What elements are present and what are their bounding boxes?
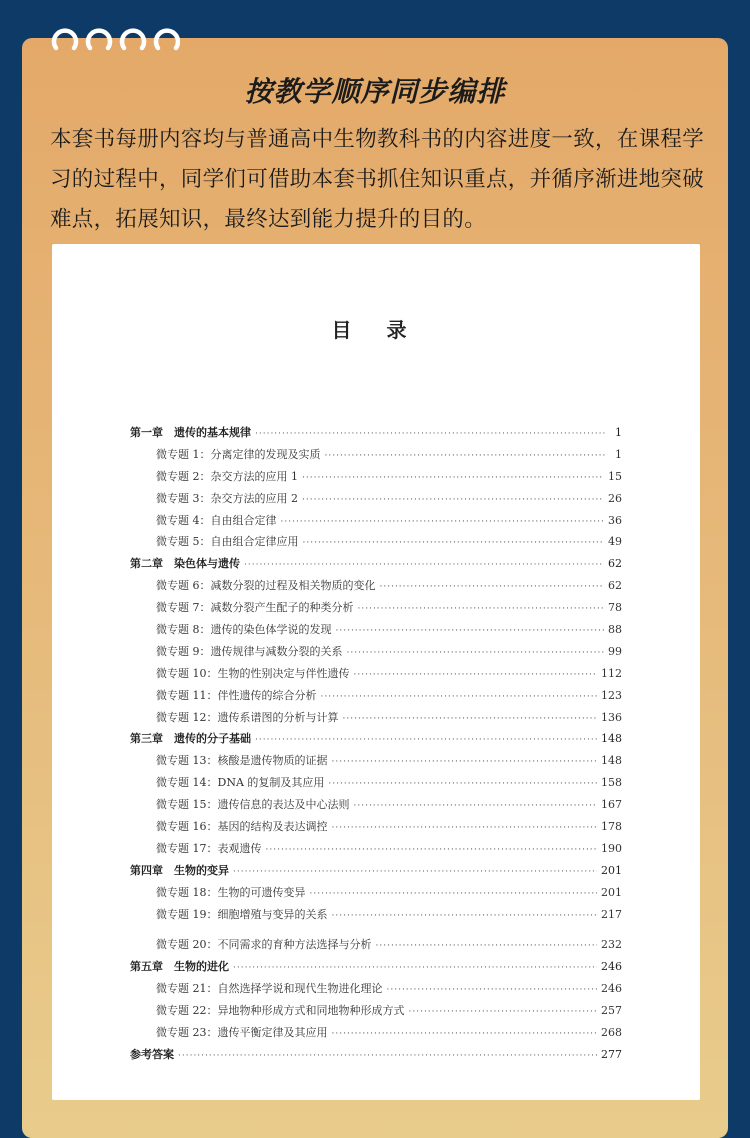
toc-chapter-row <box>130 730 622 752</box>
toc-section-row <box>130 643 622 665</box>
toc-section-row <box>130 665 622 687</box>
toc-page-number: 246 <box>601 960 622 974</box>
toc-leader-dots <box>343 714 598 724</box>
toc-page-number: 99 <box>608 644 622 658</box>
toc-title: 目 录 <box>331 318 421 342</box>
book-page-preview <box>52 244 700 1100</box>
toc-entry-label: 微专题 13：核酸是遗传物质的证据 <box>156 754 328 768</box>
toc-leader-dots <box>354 670 598 680</box>
toc-leader-dots <box>332 911 598 921</box>
toc-page-number: 36 <box>608 513 622 527</box>
toc-leader-dots <box>332 757 598 767</box>
toc-leader-dots <box>325 451 607 461</box>
toc-entry-label: 微专题 17：表观遗传 <box>156 841 262 855</box>
toc-section-row <box>130 621 622 643</box>
toc-chapter-row <box>130 862 622 884</box>
toc-section-row <box>130 936 622 958</box>
toc-page-number: 15 <box>608 469 622 483</box>
toc-page-number: 62 <box>608 579 622 593</box>
toc-page-number: 158 <box>601 776 622 790</box>
toc-leader-dots <box>376 941 598 951</box>
toc-entry-label: 微专题 19：细胞增殖与变异的关系 <box>156 907 328 921</box>
toc-section-row <box>130 1002 622 1024</box>
toc-section-row <box>130 980 622 1002</box>
toc-page-number: 49 <box>608 535 622 549</box>
toc-leader-dots <box>178 1051 597 1061</box>
toc-page-number: 277 <box>601 1047 622 1061</box>
toc-leader-dots <box>354 801 598 811</box>
intro-text: 本套书每册内容均与普通高中生物教科书的内容进度一致，在课程学习的过程中，同学们可借助本套书抓住知识重点，并循序渐进地突破难点，拓展知识，最终达到能力提升的目的。 <box>50 127 705 232</box>
toc-leader-dots <box>302 495 604 505</box>
toc-leader-dots <box>233 867 597 877</box>
toc-entry-label: 微专题 20：不同需求的育种方法选择与分析 <box>156 938 372 952</box>
toc-entry-label: 微专题 16：基因的结构及表达调控 <box>156 820 328 834</box>
toc-section-row <box>130 709 622 731</box>
toc-section-row <box>130 468 622 490</box>
toc-page-number: 190 <box>601 841 622 855</box>
toc-section-row <box>130 752 622 774</box>
toc-section-row <box>130 884 622 906</box>
toc-chapter-row <box>130 424 622 446</box>
toc-entry-label: 第三章 遗传的分子基础 <box>130 732 251 746</box>
toc-entry-label: 微专题 4：自由组合定律 <box>156 513 277 527</box>
toc-page-number: 178 <box>601 820 622 834</box>
toc-leader-dots <box>347 648 605 658</box>
toc-section-row <box>130 533 622 555</box>
toc-leader-dots <box>233 963 597 973</box>
toc-page-number: 112 <box>601 666 622 680</box>
toc-entry-label: 第一章 遗传的基本规律 <box>130 426 251 439</box>
toc-entry-label: 微专题 18：生物的可遗传变异 <box>156 885 306 899</box>
toc-page-number: 167 <box>601 798 622 812</box>
toc-leader-dots <box>358 604 605 614</box>
toc-section-row <box>130 840 622 862</box>
toc-entry-label: 微专题 15：遗传信息的表达及中心法则 <box>156 798 350 812</box>
toc-page-number: 246 <box>601 982 622 996</box>
toc-page-number: 201 <box>601 863 622 877</box>
toc-leader-dots <box>332 1029 598 1039</box>
toc-entry-label: 微专题 12：遗传系谱图的分析与计算 <box>156 710 339 724</box>
toc-page-number: 1 <box>615 447 622 461</box>
toc-entry-label: 微专题 9：遗传规律与减数分裂的关系 <box>156 644 343 658</box>
toc-section-row <box>130 599 622 621</box>
toc-leader-dots <box>303 538 605 548</box>
toc-section-row <box>130 446 622 468</box>
toc-leader-dots <box>302 473 604 483</box>
toc-page-number: 88 <box>608 623 622 637</box>
toc-section-row <box>130 577 622 599</box>
toc-page-number: 1 <box>615 426 622 439</box>
toc-leader-dots <box>310 889 598 899</box>
binder-rings-icon <box>50 14 180 62</box>
toc-entry-label: 微专题 14：DNA 的复制及其应用 <box>156 776 325 790</box>
toc-entry-label: 微专题 10：生物的性别决定与伴性遗传 <box>156 666 350 680</box>
toc-page-number: 217 <box>601 907 622 921</box>
toc-entry-label: 微专题 2：杂交方法的应用 1 <box>156 469 298 483</box>
toc-leader-dots <box>266 845 598 855</box>
toc-chapter-row <box>130 555 622 577</box>
toc-section-row <box>130 818 622 840</box>
toc-section-row <box>130 796 622 818</box>
toc-entry-label: 微专题 1：分离定律的发现及实质 <box>156 447 321 461</box>
toc-page-number: 26 <box>608 491 622 505</box>
toc-entry-label: 微专题 8：遗传的染色体学说的发现 <box>156 623 332 637</box>
toc-page-number: 78 <box>608 601 622 615</box>
toc-list <box>130 424 622 1068</box>
toc-page-number: 148 <box>601 754 622 768</box>
toc-leader-dots <box>255 429 606 439</box>
toc-section-row <box>130 906 622 928</box>
toc-section-row <box>130 1024 622 1046</box>
toc-entry-label: 第五章 生物的进化 <box>130 960 229 974</box>
toc-section-row <box>130 512 622 534</box>
toc-chapter-row <box>130 958 622 980</box>
toc-entry-label: 第四章 生物的变异 <box>130 863 229 877</box>
toc-section-row <box>130 687 622 709</box>
toc-entry-label: 微专题 22：异地物种形成方式和同地物种形成方式 <box>156 1004 405 1018</box>
toc-leader-dots <box>255 735 597 745</box>
toc-leader-dots <box>321 692 598 702</box>
toc-chapter-row <box>130 1046 622 1068</box>
toc-section-row <box>130 490 622 512</box>
toc-entry-label: 微专题 5：自由组合定律应用 <box>156 535 299 549</box>
toc-page-number: 148 <box>601 732 622 746</box>
toc-entry-label: 微专题 23：遗传平衡定律及其应用 <box>156 1026 328 1040</box>
toc-entry-label: 微专题 6：减数分裂的过程及相关物质的变化 <box>156 579 376 593</box>
section-title: 按教学顺序同步编排 <box>244 75 506 108</box>
toc-page-number: 136 <box>601 710 622 724</box>
toc-leader-dots <box>281 517 605 527</box>
toc-entry-label: 第二章 染色体与遗传 <box>130 557 240 571</box>
toc-leader-dots <box>387 985 598 995</box>
toc-page-number: 62 <box>608 557 622 571</box>
toc-entry-label: 参考答案 <box>130 1047 174 1061</box>
toc-entry-label: 微专题 3：杂交方法的应用 2 <box>156 491 298 505</box>
toc-leader-dots <box>409 1007 598 1017</box>
toc-entry-label: 微专题 7：减数分裂产生配子的种类分析 <box>156 601 354 615</box>
toc-leader-dots <box>328 779 597 789</box>
toc-page-number: 201 <box>601 885 622 899</box>
toc-entry-label: 微专题 21：自然选择学说和现代生物进化理论 <box>156 982 383 996</box>
toc-section-row <box>130 774 622 796</box>
toc-page-number: 232 <box>601 938 622 952</box>
toc-page-number: 268 <box>601 1026 622 1040</box>
toc-leader-dots <box>336 626 605 636</box>
toc-page-number: 123 <box>601 688 622 702</box>
toc-page-number: 257 <box>601 1004 622 1018</box>
toc-leader-dots <box>332 823 598 833</box>
toc-entry-label: 微专题 11：伴性遗传的综合分析 <box>156 688 317 702</box>
toc-leader-dots <box>380 582 605 592</box>
toc-leader-dots <box>244 560 604 570</box>
